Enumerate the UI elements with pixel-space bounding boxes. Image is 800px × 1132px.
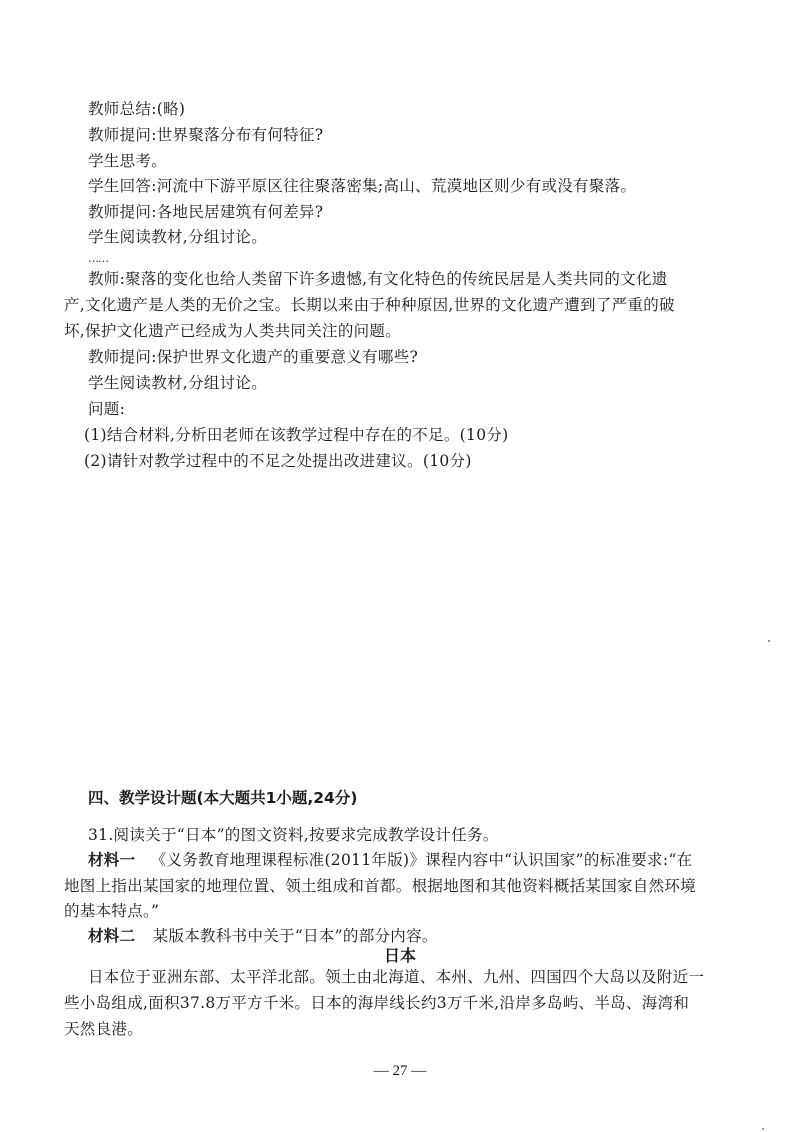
dialogue-line: 学生阅读教材,分组讨论。 [88,228,268,246]
page-number: — 27 — [373,1063,427,1079]
dialogue-line: 学生阅读教材,分组讨论。 [88,374,268,392]
material-1-line [88,849,692,871]
japan-text-line: 天然良港。 [64,1020,144,1038]
question-item: (1)结合材料,分析田老师在该教学过程中存在的不足。(10分) [84,426,509,444]
material-1-label: 材料一 [88,851,136,869]
material-1-line: 地图上指出某国家的地理位置、领土组成和首都。根据地图和其他资料概括某国家自然环境 [64,877,697,895]
dialogue-line: 学生回答:河流中下游平原区往往聚落密集;高山、荒漠地区则少有或没有聚落。 [88,177,637,195]
japan-text-line: 日本位于亚洲东部、太平洋北部。领土由北海道、本州、九州、四国四个大岛以及附近一 [88,968,705,986]
remark-line: 教师:聚落的变化也给人类留下许多遗憾,有文化特色的传统民居是人类共同的文化遗 [88,270,668,288]
question-item: (2)请针对教学过程中的不足之处提出改进建议。(10分) [84,452,472,470]
japan-title: 日本 [383,946,416,965]
dialogue-line: 教师提问:各地民居建筑有何差异? [88,203,324,221]
scan-speck [762,1128,764,1130]
ellipsis: …… [88,252,108,265]
section-heading: 四、教学设计题(本大题共1小题,24分) [88,789,358,807]
dialogue-line: 教师提问:世界聚落分布有何特征? [88,126,324,144]
scan-speck [768,640,770,642]
japan-text-line: 些小岛组成,面积37.8万平方千米。日本的海岸线长约3万千米,沿岸多岛屿、半岛、海湾和 [64,994,690,1012]
questions-label: 问题: [88,400,126,418]
material-1-line: 的基本特点。” [64,902,160,920]
material-1-text: 《义务教育地理课程标准(2011年版)》课程内容中“认识国家”的标准要求:“在 [150,851,693,869]
material-2-label: 材料二 [88,927,136,945]
dialogue-line: 教师提问:保护世界文化遗产的重要意义有哪些? [88,348,419,366]
dialogue-line: 学生思考。 [88,152,168,170]
dialogue-line: 教师总结:(略) [88,100,186,118]
material-2-text: 某版本教科书中关于“日本”的部分内容。 [152,927,438,945]
remark-line: 坏,保护文化遗产已经成为人类共同关注的问题。 [64,322,402,340]
question-31: 31.阅读关于“日本”的图文资料,按要求完成教学设计任务。 [88,826,499,844]
remark-line: 产,文化遗产是人类的无价之宝。长期以来由于种种原因,世界的文化遗产遭到了严重的破 [64,296,675,314]
